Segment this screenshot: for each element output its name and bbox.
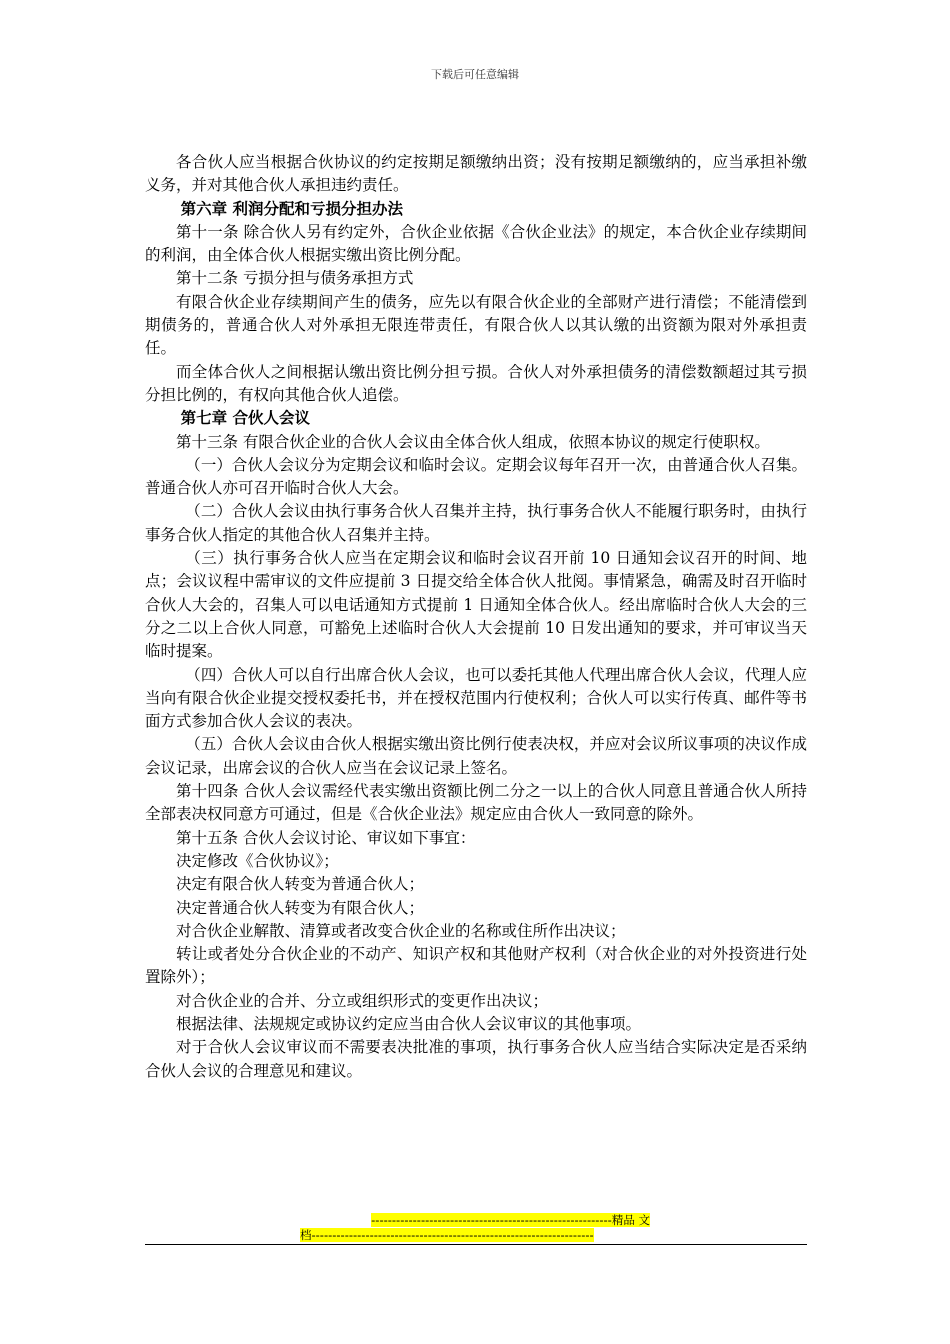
clause-item: （三）执行事务合伙人应当在定期会议和临时会议召开前 10 日通知会议召开的时间、地点；会议议程中需审议的文件应提前 3 日提交给全体合伙人批阅。事情紧急，确需及时召开临时合伙人大会的，召集人可以电话通知方式提前 1 日通知全体合伙人。经出席临时合伙人大会的三分之二以上合伙人同意，可豁免上述临时合伙人大会提前 10 日发出通知的要求，并可审议当天临时提案。	[145, 549, 807, 661]
footer-line-1: ----------------------------------------------------------精品 文	[371, 1213, 650, 1227]
list-item: 决定普通合伙人转变为有限合伙人；	[176, 898, 425, 917]
list-item: 对合伙企业的合并、分立或组织形式的变更作出决议；	[176, 991, 549, 1010]
clause-item: （二）合伙人会议由执行事务合伙人召集并主持，执行事务合伙人不能履行职务时，由执行事务合伙人指定的其他合伙人召集并主持。	[145, 502, 807, 544]
list-item: 对合伙企业解散、清算或者改变合伙企业的名称或住所作出决议；	[176, 921, 626, 940]
article-paragraph: 第十二条 亏损分担与债务承担方式	[176, 269, 414, 288]
list-item: 决定有限合伙人转变为普通合伙人；	[176, 875, 425, 894]
list-item: 根据法律、法规规定或协议约定应当由合伙人会议审议的其他事项。	[176, 1014, 642, 1033]
chapter-heading: 第六章 利润分配和亏损分担办法	[180, 199, 404, 218]
article-paragraph: 第十三条 有限合伙企业的合伙人会议由全体合伙人组成，依照本协议的规定行使职权。	[176, 432, 770, 451]
footer-line-2: 档--------------------------------------------------------------------	[300, 1228, 594, 1242]
clause-item: （五）合伙人会议由合伙人根据实缴出资比例行使表决权，并应对会议所议事项的决议作成会议记录，出席会议的合伙人应当在会议记录上签名。	[145, 735, 807, 777]
page-header: 下载后可任意编辑	[431, 68, 519, 81]
clause-item: （四）合伙人可以自行出席合伙人会议，也可以委托其他人代理出席合伙人会议，代理人应当向有限合伙企业提交授权委托书，并在授权范围内行使权利；合伙人可以实行传真、邮件等书面方式参加合伙人会议的表决。	[145, 665, 807, 731]
article-paragraph: 第十一条 除合伙人另有约定外，合伙企业依据《合伙企业法》的规定，本合伙企业存续期间的利润，由全体合伙人根据实缴出资比例分配。	[145, 222, 807, 265]
paragraph: 有限合伙企业存续期间产生的债务，应先以有限合伙企业的全部财产进行清偿；不能清偿到期债务的，普通合伙人对外承担无限连带责任，有限合伙人以其认缴的出资额为限对外承担责任。	[145, 292, 807, 358]
chapter-heading: 第七章 合伙人会议	[180, 409, 311, 428]
list-item: 决定修改《合伙协议》；	[176, 851, 339, 870]
paragraph: 而全体合伙人之间根据认缴出资比例分担亏损。合伙人对外承担债务的清偿数额超过其亏损分担比例的，有权向其他合伙人追偿。	[145, 362, 807, 404]
list-item: 转让或者处分合伙企业的不动产、知识产权和其他财产权利（对合伙企业的对外投资进行处置除外）；	[145, 945, 807, 987]
page-footer-watermark	[300, 1213, 650, 1243]
article-paragraph: 第十五条 合伙人会议讨论、审议如下事宜：	[176, 828, 476, 847]
paragraph: 对于合伙人会议审议而不需要表决批准的事项，执行事务合伙人应当结合实际决定是否采纳合伙人会议的合理意见和建议。	[145, 1038, 807, 1080]
footer-divider	[145, 1244, 807, 1245]
paragraph: 各合伙人应当根据合伙协议的约定按期足额缴纳出资；没有按期足额缴纳的，应当承担补缴义务，并对其他合伙人承担违约责任。	[145, 153, 807, 195]
document-body	[145, 151, 807, 1083]
article-paragraph: 第十四条 合伙人会议需经代表实缴出资额比例二分之一以上的合伙人同意且普通合伙人所持全部表决权同意方可通过，但是《合伙企业法》规定应由合伙人一致同意的除外。	[145, 782, 807, 824]
clause-item: （一）合伙人会议分为定期会议和临时会议。定期会议每年召开一次，由普通合伙人召集。普通合伙人亦可召开临时合伙人大会。	[145, 455, 807, 498]
